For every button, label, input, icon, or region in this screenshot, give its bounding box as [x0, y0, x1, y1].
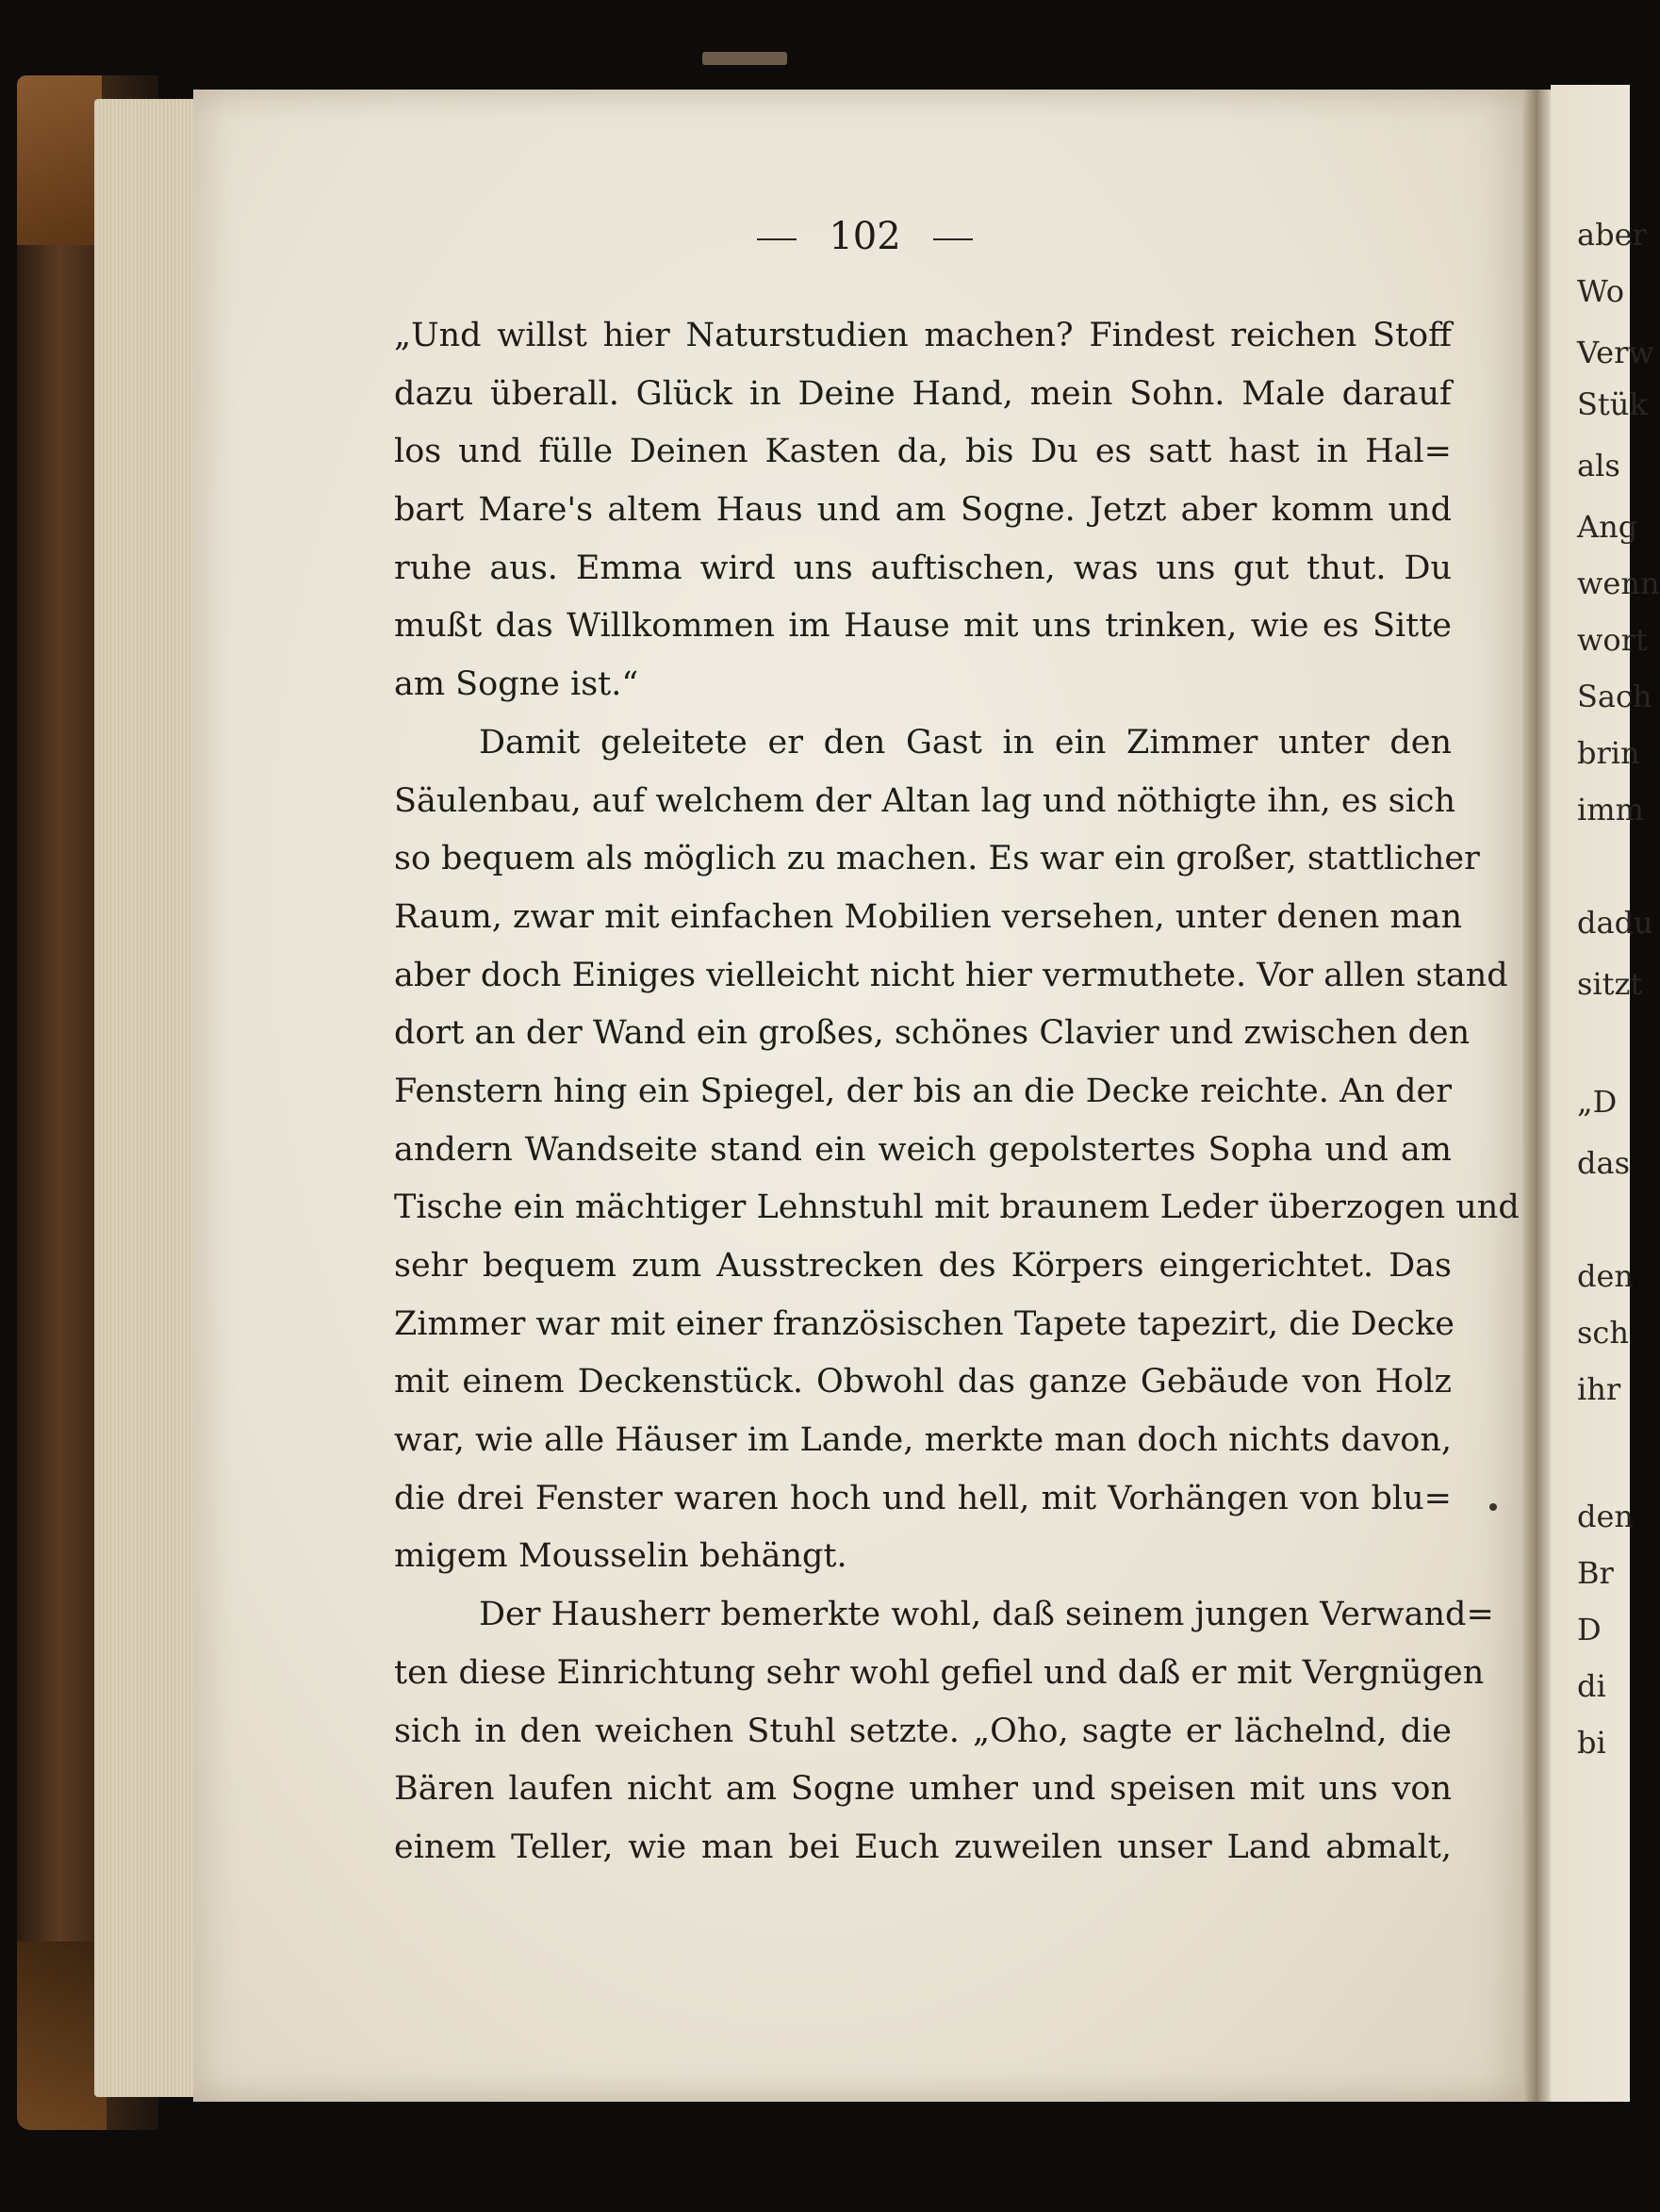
next-page-line: brin — [1577, 735, 1640, 771]
text-line: dazu überall. Glück in Deine Hand, mein Sohn. Male darauf — [394, 374, 1452, 413]
text-line: mußt das Willkommen im Hause mit uns trinken, wie es Sitte — [394, 607, 1452, 646]
text-line: Zimmer war mit einer französischen Tapete tapezirt, die Decke — [394, 1304, 1455, 1343]
text-line: los und fülle Deinen Kasten da, bis Du es satt hast in Hal= — [394, 433, 1452, 471]
text-line: Raum, zwar mit einfachen Mobilien versehen, unter denen man — [394, 897, 1463, 936]
page-number: 102 — [829, 215, 901, 258]
header-dash-left — [757, 238, 797, 240]
next-page-line: sch — [1577, 1315, 1629, 1351]
next-page-line: imm — [1577, 792, 1644, 827]
page-block-edges — [94, 99, 207, 2097]
top-binding-tab — [702, 52, 787, 65]
page-header — [193, 215, 1537, 258]
text-line: sehr bequem zum Ausstrecken des Körpers eingerichtet. Das — [394, 1247, 1452, 1285]
text-line: andern Wandseite stand ein weich gepolstertes Sopha und am — [394, 1130, 1452, 1169]
next-page-line: Stük — [1577, 386, 1648, 422]
text-line: einem Teller, wie man bei Euch zuweilen unser Land abmalt, — [394, 1827, 1452, 1866]
next-page-line: das — [1577, 1145, 1630, 1181]
next-page-line: als — [1577, 448, 1620, 483]
text-line: dort an der Wand ein großes, schönes Clavier und zwischen den — [394, 1014, 1471, 1053]
text-line: war, wie alle Häuser im Lande, merkte man doch nichts davon, — [394, 1421, 1452, 1460]
next-page-fragment — [1551, 85, 1660, 2102]
text-line: migem Mousselin behängt. — [394, 1537, 847, 1576]
next-page-line: den — [1577, 1499, 1635, 1534]
text-line: aber doch Einiges vielleicht nicht hier vermuthete. Vor allen stand — [394, 956, 1508, 994]
next-page-line: wort — [1577, 622, 1648, 658]
next-page-line: „D — [1577, 1084, 1618, 1120]
next-page-line: Ang — [1577, 509, 1638, 545]
next-page-line: sitzt — [1577, 966, 1643, 1002]
text-line: sich in den weichen Stuhl setzte. „Oho, sagte er lächelnd, die — [394, 1712, 1452, 1750]
text-line: Bären laufen nicht am Sogne umher und speisen mit uns von — [394, 1770, 1452, 1809]
text-line: Der Hausherr bemerkte wohl, daß seinem jungen Verwand= — [479, 1596, 1494, 1634]
next-page-line: D — [1577, 1612, 1602, 1647]
header-dash-right — [933, 238, 973, 240]
text-line: die drei Fenster waren hoch und hell, mit Vorhängen von blu= — [394, 1479, 1452, 1517]
text-line: am Sogne ist.“ — [394, 665, 639, 704]
next-page-line: wenn — [1577, 565, 1660, 601]
text-line: Fenstern hing ein Spiegel, der bis an die Decke reichte. An der — [394, 1072, 1452, 1110]
next-page-line: Br — [1577, 1555, 1614, 1591]
next-page-line: Verw — [1577, 335, 1654, 370]
next-page-line: den — [1577, 1258, 1635, 1294]
text-line: Säulenbau, auf welchem der Altan lag und nöthigte ihn, es sich — [394, 781, 1456, 820]
text-line: Damit geleitete er den Gast in ein Zimmer unter den — [479, 723, 1452, 762]
cover-corner-top — [17, 75, 102, 245]
page-body-text — [394, 307, 1520, 1877]
text-line: mit einem Deckenstück. Obwohl das ganze Gebäude von Holz — [394, 1363, 1452, 1401]
next-page-line: di — [1577, 1668, 1606, 1704]
next-page-line: Sach — [1577, 679, 1652, 714]
cover-corner-bottom — [17, 1942, 107, 2130]
text-line: „Und willst hier Naturstudien machen? Findest reichen Stoff — [394, 317, 1452, 354]
next-page-line: dadu — [1577, 905, 1653, 941]
text-line: bart Mare's altem Haus und am Sogne. Jetzt aber komm und — [394, 491, 1452, 530]
book-gutter — [1522, 90, 1551, 2102]
text-line: ruhe aus. Emma wird uns auftischen, was uns gut thut. Du — [394, 549, 1452, 587]
next-page-line: bi — [1577, 1725, 1606, 1761]
ink-spot — [1489, 1503, 1497, 1511]
text-line: ten diese Einrichtung sehr wohl gefiel und daß er mit Vergnügen — [394, 1653, 1485, 1692]
next-page-line: Wo — [1577, 273, 1624, 309]
text-line: Tische ein mächtiger Lehnstuhl mit braunem Leder überzogen und — [394, 1188, 1520, 1227]
next-page-line: ihr — [1577, 1371, 1621, 1407]
text-line: so bequem als möglich zu machen. Es war ein großer, stattlicher — [394, 840, 1480, 878]
next-page-line: aber — [1577, 217, 1647, 253]
